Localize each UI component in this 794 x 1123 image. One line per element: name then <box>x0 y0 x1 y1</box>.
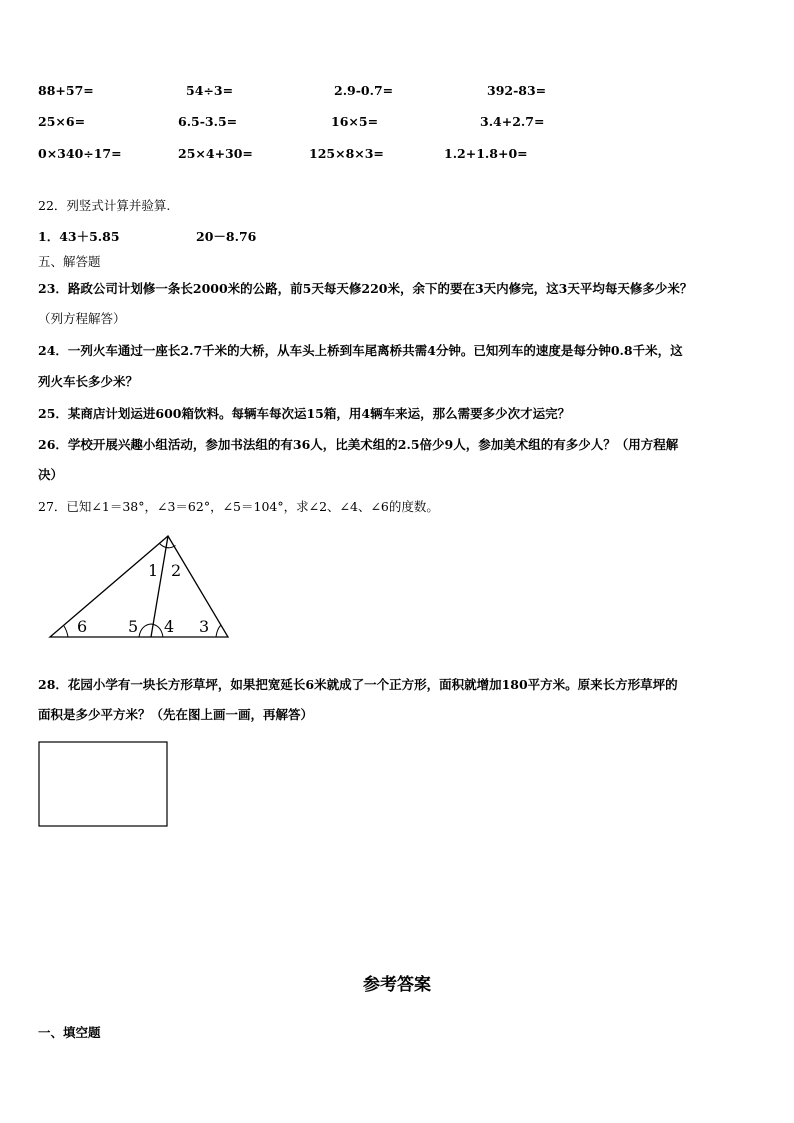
question-26-cont: 决） <box>38 467 64 482</box>
angle-label-5: 5 <box>128 617 139 636</box>
question-22-item-2: 20－8.76 <box>196 229 257 244</box>
angle-label-1: 1 <box>148 561 159 580</box>
rectangle-outline <box>39 742 167 826</box>
question-28: 28．花园小学有一块长方形草坪，如果把宽延长6米就成了一个正方形，面积就增加180平方米。原来长方形草坪的 <box>38 677 678 692</box>
question-25: 25．某商店计划运进600箱饮料。每辆车每次运15箱，用4辆车来运，那么需要多少次才运完？ <box>38 406 571 421</box>
angle-arc-6 <box>64 626 68 637</box>
rectangle-figure <box>38 741 170 829</box>
section-heading: 五、解答题 <box>38 254 101 269</box>
calc-item: 54÷3= <box>186 83 234 98</box>
question-26: 26．学校开展兴趣小组活动，参加书法组的有36人，比美术组的2.5倍少9人，参加美术组的有多少人？（用方程解 <box>38 437 679 452</box>
question-23-note: （列方程解答） <box>38 311 126 326</box>
calc-item: 25×4+30= <box>178 146 253 161</box>
calc-item: 1.2+1.8+0= <box>444 146 528 161</box>
question-22-item-1: 1．43＋5.85 <box>38 229 120 244</box>
question-28-cont: 面积是多少平方米？（先在图上画一画，再解答） <box>38 707 314 722</box>
answer-section-heading: 一、填空题 <box>38 1025 101 1040</box>
calc-item: 25×6= <box>38 114 86 129</box>
angle-label-4: 4 <box>164 617 175 636</box>
calc-item: 6.5-3.5= <box>178 114 238 129</box>
question-24: 24．一列火车通过一座长2.7千米的大桥，从车头上桥到车尾离桥共需4分钟。已知列车的速度是每分钟0.8千米，这 <box>38 343 683 358</box>
angle-label-3: 3 <box>199 617 210 636</box>
calc-item: 392-83= <box>487 83 547 98</box>
question-22-title: 22．列竖式计算并验算. <box>38 198 171 213</box>
angle-arc-3 <box>216 625 221 637</box>
triangle-figure <box>40 528 240 648</box>
question-23: 23．路政公司计划修一条长2000米的公路，前5天每天修220米，余下的要在3天内修完，这3天平均每天修多少米？ <box>38 281 693 296</box>
calc-item: 2.9-0.7= <box>334 83 394 98</box>
calc-item: 3.4+2.7= <box>480 114 545 129</box>
angle-label-2: 2 <box>171 561 182 580</box>
angle-label-6: 6 <box>77 617 88 636</box>
question-24-cont: 列火车长多少米？ <box>38 374 139 389</box>
calc-item: 16×5= <box>331 114 379 129</box>
calc-item: 125×8×3= <box>309 146 384 161</box>
calc-item: 88+57= <box>38 83 94 98</box>
calc-row-2 <box>0 114 794 130</box>
calc-row-1 <box>0 83 794 99</box>
answer-title: 参考答案 <box>363 975 431 995</box>
question-27: 27．已知∠1＝38°，∠3＝62°，∠5＝104°，求∠2、∠4、∠6的度数。 <box>38 499 439 514</box>
calc-row-3 <box>0 146 794 162</box>
calc-item: 0×340÷17= <box>38 146 122 161</box>
